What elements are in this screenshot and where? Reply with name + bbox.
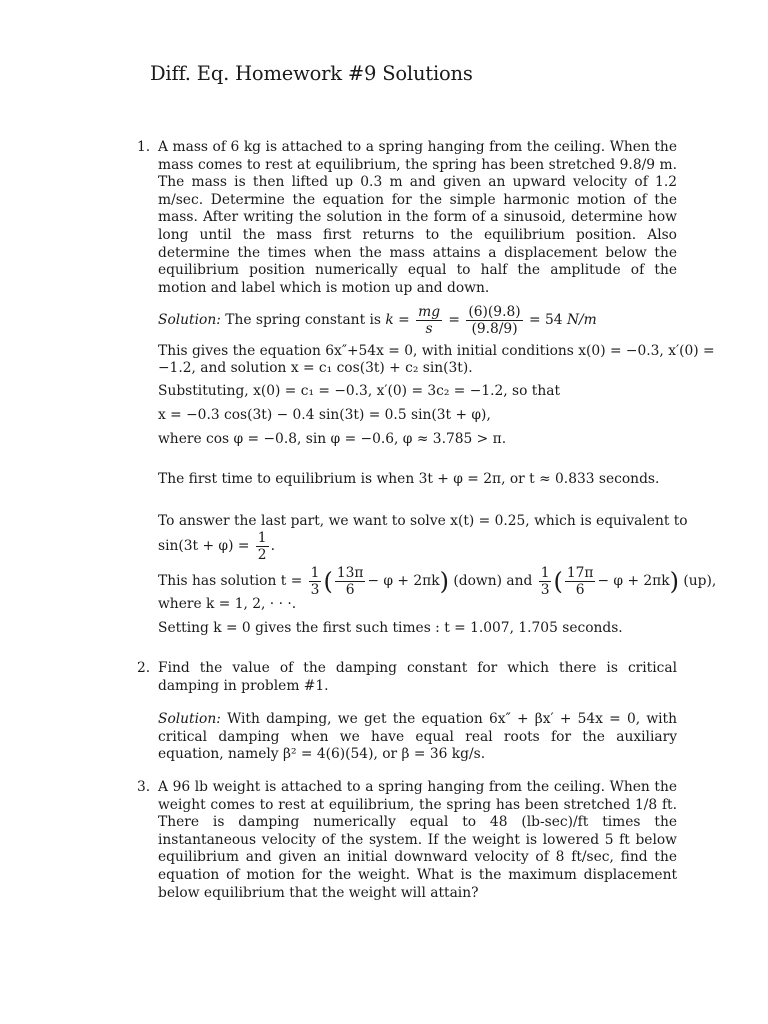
has-solution-text: This has solution t = [158,573,303,589]
fraction-denominator: (9.8/9) [466,320,522,337]
problem-2-solution-text: With damping, we get the equation 6x″ + βx′ + 54x = 0, with critical damping when we have equal real roots for the auxiliary equation, namely β² = 4(6)(54), or β = 36 kg/s. [158,711,677,763]
last-part-line-1: To answer the last part, we want to solve x(t) = 0.25, which is equivalent to [158,513,688,529]
problem-1-number: 1. [137,139,151,155]
solution-label: Solution: [158,312,221,328]
problem-3-text: A 96 lb weight is attached to a spring hanging from the ceiling. When the weight comes to rest at equilibrium, the spring has been stretched 1/8 ft. There is damping numerically equal to 48 (lb-sec)/ft times the instantaneous velocity of the system. If the weight is lowered 5 ft below equilibrium and given an initial downward velocity of 8 ft/sec, find the equation of motion for the weight. What is the maximum displacement below equilibrium that the weight will attain? [158,779,677,901]
seventeen-pi-over-six [565,565,596,598]
fraction-denominator: s [416,320,442,337]
fraction-denominator: 3 [310,582,320,598]
last-part-line-2 [158,530,275,563]
problem-2-number: 2. [137,660,151,676]
solution-label: Solution: [158,711,221,727]
fraction-numerator: 1 [310,565,320,581]
fraction-denominator: 6 [565,581,596,598]
first-equilibrium-line: The first time to equilibrium is when 3t + φ = 2π, or t ≈ 0.833 seconds. [158,471,660,487]
problem-1-statement [158,139,677,297]
one-third-fraction [539,565,552,598]
fraction-numerator: 1 [257,530,267,546]
where-k-line: where k = 1, 2, · · ·. [158,596,297,612]
problem-2-text: Find the value of the damping constant for which there is critical damping in problem #1. [158,660,677,694]
problem-3-number: 3. [137,779,151,795]
k-symbol: k [385,312,394,328]
fraction-denominator: 2 [257,547,267,563]
right-paren: ) [439,567,449,596]
equation-line-1: This gives the equation 6x″+54x = 0, with initial conditions x(0) = −0.3, x′(0) = [158,343,715,359]
period: . [270,538,275,554]
problem-2-solution [158,711,677,764]
sin-equation: sin(3t + φ) = [158,538,250,554]
one-half-fraction [256,530,269,563]
fraction-numerator: 1 [540,565,550,581]
equals-sign: = [398,312,410,328]
problem-1-spring-constant [158,304,597,337]
tail-term: − φ + 2πk [367,573,440,589]
one-third-fraction [309,565,322,598]
mg-over-s-fraction [416,304,442,337]
equation-line-2: −1.2, and solution x = c₁ cos(3t) + c₂ sin(3t). [158,360,473,376]
substitution-line-1: Substituting, x(0) = c₁ = −0.3, x′(0) = 3c₂ = −1.2, so that [158,383,561,399]
k-unit: N/m [566,312,597,328]
fraction-denominator: 6 [335,581,366,598]
fraction-denominator: 3 [540,582,550,598]
up-label: (up), [683,573,717,589]
page-title: Diff. Eq. Homework #9 Solutions [150,62,473,85]
thirteen-pi-over-six [335,565,366,598]
left-paren: ( [553,567,563,596]
fraction-numerator: 17π [566,565,594,581]
fraction-numerator: 13π [336,565,364,581]
k-value: = 54 [529,312,563,328]
problem-3-statement [158,779,677,902]
fraction-numerator: mg [418,304,441,320]
solution-t-line [158,565,716,598]
right-paren: ) [669,567,679,596]
numeric-fraction [466,304,522,337]
fraction-numerator: (6)(9.8) [468,304,521,320]
problem-1-text: A mass of 6 kg is attached to a spring hanging from the ceiling. When the mass comes to rest at equilibrium, the spring has been stretched 9.8/9 m. The mass is then lifted up 0.3 m and given an upward velocity of 1.2 m/sec. Determine the equation for the simple harmonic motion of the mass. After writing the solution in the form of a sinusoid, determine how long until the mass first returns to the equilibrium position. Also determine the times when the mass attains a displacement below the equilibrium position numerically equal to half the amplitude of the motion and label which is motion up and down. [158,139,677,296]
left-paren: ( [323,567,333,596]
setting-k-line: Setting k = 0 gives the first such times : t = 1.007, 1.705 seconds. [158,620,623,636]
substitution-line-3: where cos φ = −0.8, sin φ = −0.6, φ ≈ 3.785 > π. [158,431,507,447]
substitution-line-2: x = −0.3 cos(3t) − 0.4 sin(3t) = 0.5 sin(3t + φ), [158,407,491,423]
problem-2-statement [158,660,677,695]
equals-sign: = [448,312,460,328]
spring-constant-text: The spring constant is [225,312,381,328]
down-label: (down) and [453,573,533,589]
tail-term: − φ + 2πk [597,573,670,589]
